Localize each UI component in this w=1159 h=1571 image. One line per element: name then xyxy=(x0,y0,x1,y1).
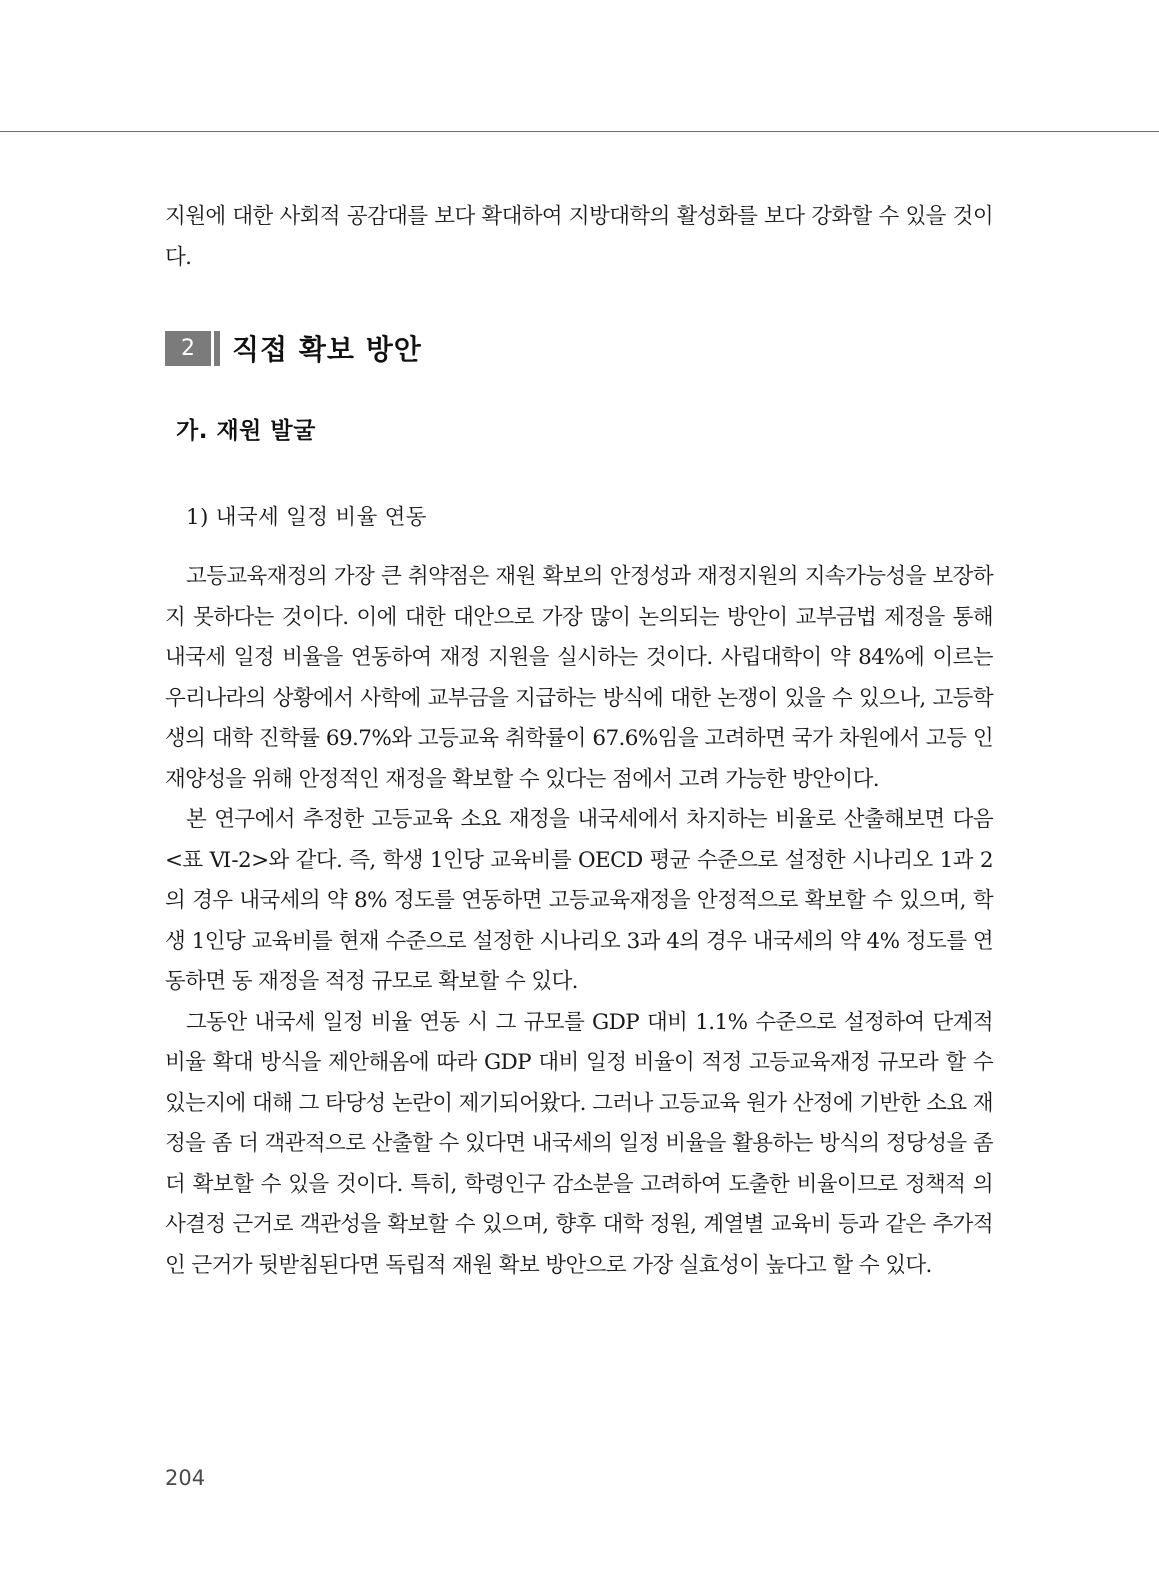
header-rule xyxy=(0,131,1159,132)
section-number-badge: 2 xyxy=(165,331,211,366)
paragraph: 고등교육재정의 가장 큰 취약점은 재원 확보의 안정성과 재정지원의 지속가능성을 보장하지 못하다는 것이다. 이에 대한 대안으로 가장 많이 논의되는 방안이 교부금법 제정을 통해 내국세 일정 비율을 연동하여 재정 지원을 실시하는 것이다. 사립대학이 약 84%에 이르는 우리나라의 상황에서 사학에 교부금을 지급하는 방식에 대한 논쟁이 있을 수 있으나, 고등학생의 대학 진학률 69.7%와 고등교육 취학률이 67.6%임을 고려하면 국가 차원에서 고등 인재양성을 위해 안정적인 재정을 확보할 수 있다는 점에서 고려 가능한 방안이다. xyxy=(165,564,993,792)
page-number: 204 xyxy=(165,1466,206,1490)
paragraph: 그동안 내국세 일정 비율 연동 시 그 규모를 GDP 대비 1.1% 수준으로 설정하여 단계적 비율 확대 방식을 제안해옴에 따라 GDP 대비 일정 비율이 적정 고등교육재정 규모라 할 수 있는지에 대해 그 타당성 논란이 제기되어왔다. 그러나 고등교육 원가 산정에 기반한 소요 재정을 좀 더 객관적으로 산출할 수 있다면 내국세의 일정 비율을 활용하는 방식의 정당성을 좀 더 확보할 수 있을 것이다. 특히, 학령인구 감소분을 고려하여 도출한 비율이므로 정책적 의사결정 근거로 객관성을 확보할 수 있으며, 향후 대학 정원, 계열별 교육비 등과 같은 추가적인 근거가 뒷받침된다면 독립적 재원 확보 방안으로 가장 실효성이 높다고 할 수 있다. xyxy=(165,1009,993,1278)
item-title: 1) 내국세 일정 비율 연동 xyxy=(186,505,427,530)
continuation-paragraph: 지원에 대한 사회적 공감대를 보다 확대하여 지방대학의 활성화를 보다 강화할 수 있을 것이다. xyxy=(165,204,993,270)
subsection-title: 가. 재원 발굴 xyxy=(176,418,316,444)
paragraph: 본 연구에서 추정한 고등교육 소요 재정을 내국세에서 차지하는 비율로 산출해보면 다음 <표 Ⅵ-2>와 같다. 즉, 학생 1인당 교육비를 OECD 평균 수준으로 설정한 시나리오 1과 2의 경우 내국세의 약 8% 정도를 연동하면 고등교육재정을 안정적으로 확보할 수 있으며, 학생 1인당 교육비를 현재 수준으로 설정한 시나리오 3과 4의 경우 내국세의 약 4% 정도를 연동하면 동 재정을 적정 규모로 확보할 수 있다. xyxy=(165,807,993,994)
section-title: 직접 확보 방안 xyxy=(232,333,422,366)
section-bar-decoration xyxy=(214,331,220,366)
section-heading xyxy=(165,330,422,366)
body-paragraphs xyxy=(165,557,993,1286)
